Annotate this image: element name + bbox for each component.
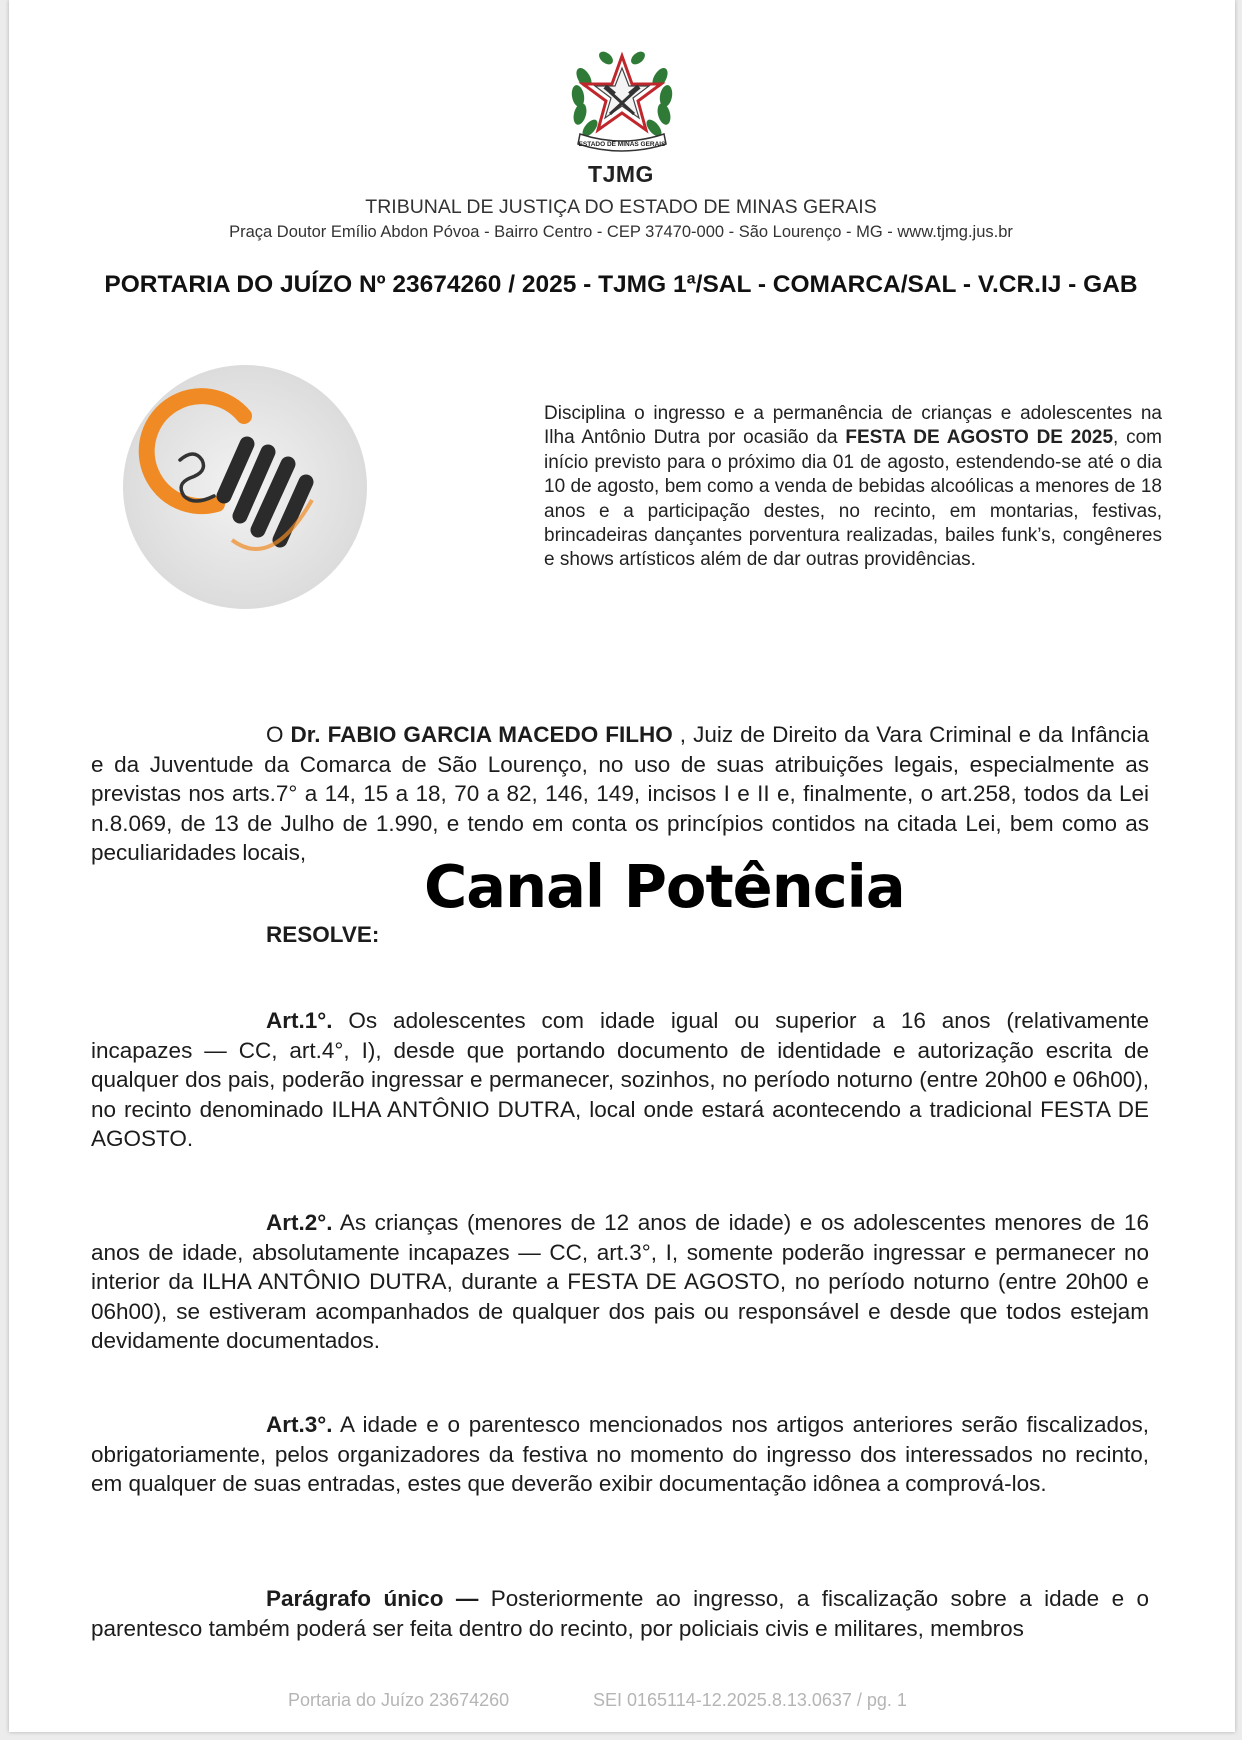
footer-document-id: Portaria do Juízo 23674260 xyxy=(288,1690,510,1710)
resolve-heading: RESOLVE: xyxy=(266,922,380,947)
lightbulb-logo-icon xyxy=(122,364,368,610)
paragrafo-unico xyxy=(91,1584,1149,1643)
article-label: Art.2°. xyxy=(266,1210,333,1235)
ementa-event-name: FESTA DE AGOSTO DE 2025 xyxy=(845,427,1114,449)
court-address: Praça Doutor Emílio Abdon Póvoa - Bairro Centro - CEP 37470-000 - São Lourenço - MG - www.tjmg.jus.br xyxy=(229,223,1013,241)
article-text: A idade e o parentesco mencionados nos artigos anteriores serão fiscalizados, obrigatoriamente, pelos organizadores da festiva no momento do ingresso dos interessados no recinto, em qualquer de suas entradas, estes que deverão exibir documentação idônea a comprová-los. xyxy=(91,1412,1149,1496)
article-3 xyxy=(91,1410,1149,1499)
article-label: Art.1°. xyxy=(266,1008,333,1033)
ementa-summary xyxy=(544,402,1162,573)
page-title: PORTARIA DO JUÍZO Nº 23674260 / 2025 - TJMG 1ª/SAL - COMARCA/SAL - V.CR.IJ - GAB xyxy=(104,271,1138,298)
article-2 xyxy=(91,1208,1149,1356)
footer-sei-page: SEI 0165114-12.2025.8.13.0637 / pg. 1 xyxy=(593,1690,907,1710)
judge-name: Dr. FABIO GARCIA MACEDO FILHO xyxy=(290,722,673,747)
tjmg-acronym: TJMG xyxy=(588,161,654,187)
article-text: Posteriormente ao ingresso, a fiscalização sobre a idade e o parentesco também poderá ser feita dentro do recinto, por policiais civis e militares, membros xyxy=(91,1586,1150,1641)
ementa-text-part1: Disciplina o ingresso e a permanência de crianças e adolescentes na Ilha Antônio Dutra por ocasião da xyxy=(544,403,1162,449)
preamble-text: , Juiz de Direito da Vara Criminal e da Infância e da Juventude da Comarca de São Lourenço, no uso de suas atribuições legais, especialmente as previstas nos arts.7° a 14, 15 a 18, 70 a 82, 146, 149, incisos I e II e, finalmente, o art.258, todos da Lei n.8.069, de 13 de Julho de 1.990, e tendo em conta os princípios contidos na citada Lei, bem como as peculiaridades locais, xyxy=(91,722,1150,865)
preamble-paragraph xyxy=(91,720,1149,868)
preamble-lead: O xyxy=(266,722,291,747)
article-text: Os adolescentes com idade igual ou superior a 16 anos (relativamente incapazes — CC, art.4°, I), desde que portando documento de identidade e autorização escrita de qualquer dos pais, poderão ingressar e permanecer, sozinhos, no período noturno (entre 20h00 e 06h00), no recinto denominado ILHA ANTÔNIO DUTRA, local onde estará acontecendo a tradicional FESTA DE AGOSTO. xyxy=(91,1008,1149,1151)
emblem-ribbon-text: ESTADO DE MINAS GERAIS xyxy=(578,141,666,148)
ementa-text-part2: , com início previsto para o próximo dia 01 de agosto, estendendo-se até o dia 10 de agosto, bem como a venda de bebidas alcoólicas a menores de 18 anos e a participação destes, no recinto, em montarias, festivas, brincadeiras dançantes porventura realizadas, bailes funk’s, congêneres e shows artísticos além de dar outras providências. xyxy=(544,427,1162,571)
minas-gerais-coat-of-arms-icon xyxy=(566,48,678,156)
article-label: Parágrafo único — xyxy=(266,1586,479,1611)
court-name: TRIBUNAL DE JUSTIÇA DO ESTADO DE MINAS GERAIS xyxy=(365,196,877,218)
article-label: Art.3°. xyxy=(266,1412,333,1437)
article-1 xyxy=(91,1006,1149,1154)
article-text: As crianças (menores de 12 anos de idade) e os adolescentes menores de 16 anos de idade, absolutamente incapazes — CC, art.3°, I, somente poderão ingressar e permanecer no interior da ILHA ANTÔNIO DUTRA, durante a FESTA DE AGOSTO, no período noturno (entre 20h00 e 06h00), se estiveram acompanhados de qualquer dos pais ou responsável e desde que todos estejam devidamente documentados. xyxy=(91,1210,1149,1353)
watermark-overlay: Canal Potência xyxy=(424,852,905,921)
